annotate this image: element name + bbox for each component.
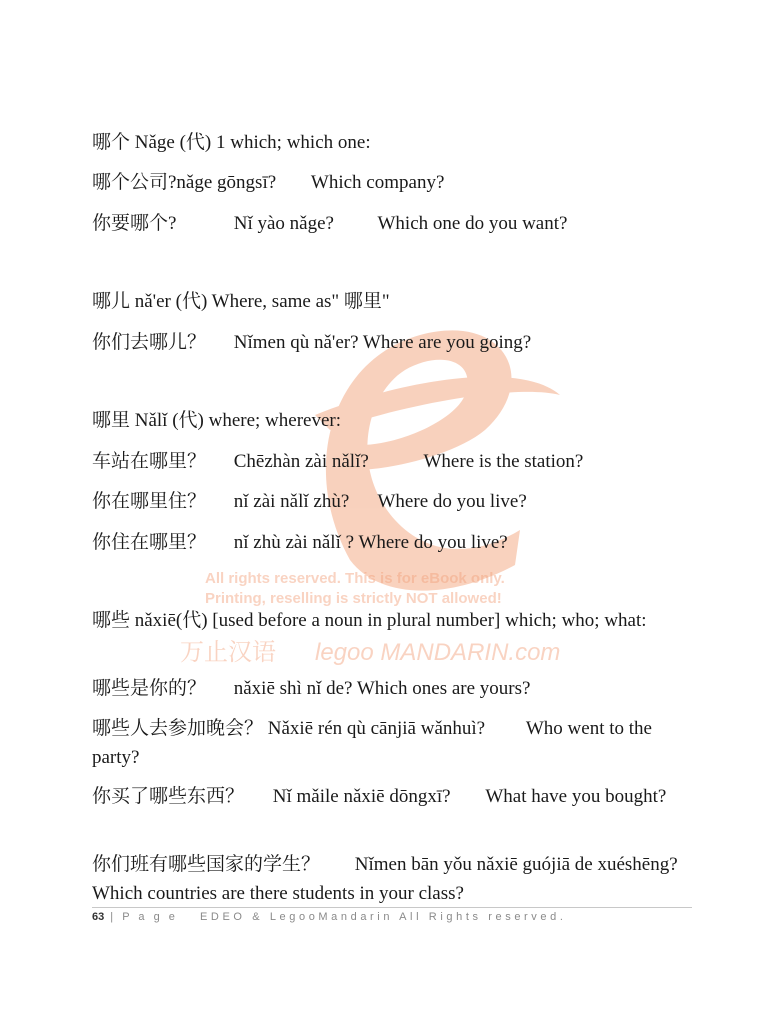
entry-english: Where do you live?	[377, 491, 527, 512]
entry-chinese: 哪个公司?nǎge gōngsī?	[92, 172, 277, 193]
entry-nage-heading	[92, 128, 371, 157]
entry-naxie-heading	[92, 606, 692, 635]
entry-nage-example-2	[92, 209, 567, 238]
entry-nali-heading	[92, 406, 341, 435]
entry-chinese-pinyin: 哪些人去参加晚会？ Nǎxiē rén qù cānjiā wǎnhuì?	[92, 718, 486, 739]
entry-english: Which company?	[310, 172, 445, 193]
entry-text: 哪儿 nǎ'er (代) Where, same as" 哪里"	[92, 291, 390, 312]
page-label: | P a g e	[104, 911, 178, 923]
watermark-line-2: Printing, reselling is strictly NOT allowed!	[205, 590, 502, 607]
entry-pinyin: nǐ zài nǎlǐ zhù?	[233, 491, 350, 512]
entry-pinyin: Nǐ yào nǎge?	[233, 213, 334, 234]
entry-nali-example-3	[92, 528, 508, 557]
entry-chinese: 你要哪个?	[92, 213, 177, 234]
watermark-brand-cn: 万止汉语	[180, 639, 276, 666]
footer-page-info	[92, 911, 178, 923]
entry-naxie-example-1	[92, 674, 530, 703]
entry-english: Where is the station?	[423, 451, 584, 472]
entry-chinese: 你们去哪儿？	[92, 332, 207, 353]
entry-pinyin-english: Nǐmen bān yǒu nǎxiē guójiā de xuéshēng? Which countries are there students in your class?	[92, 854, 678, 904]
entry-english: What have you bought?	[485, 786, 667, 807]
entry-pinyin-english: nǎxiē shì nǐ de? Which ones are yours?	[233, 678, 531, 699]
entry-chinese: 你买了哪些东西？	[92, 786, 245, 807]
entry-chinese: 你住在哪里？	[92, 532, 207, 553]
entry-naxie-example-3	[92, 782, 692, 811]
entry-pinyin: Chēzhàn zài nǎlǐ?	[233, 451, 369, 472]
entry-nali-example-2	[92, 487, 527, 516]
entry-english: Who went to the party?	[92, 718, 652, 768]
entry-chinese: 你们班有哪些国家的学生？	[92, 854, 321, 875]
entry-pinyin-english: nǐ zhù zài nǎlǐ ? Where do you live?	[233, 532, 508, 553]
entry-pinyin: Nǐ mǎile nǎxiē dōngxī?	[272, 786, 451, 807]
entry-naer-heading	[92, 287, 390, 316]
entry-nali-example-1	[92, 447, 583, 476]
entry-nage-example-1	[92, 168, 444, 197]
entry-naxie-example-4	[92, 850, 692, 908]
entry-chinese: 车站在哪里？	[92, 451, 207, 472]
page-number: 63	[92, 911, 105, 923]
entry-text: 哪个 Nǎge (代) 1 which; which one:	[92, 132, 371, 153]
entry-naer-example-1	[92, 328, 531, 357]
entry-text: 哪里 Nǎlǐ (代) where; wherever:	[92, 410, 342, 431]
footer-copyright: EDEO & LegooMandarin All Rights reserved.	[200, 911, 567, 923]
entry-chinese: 你在哪里住？	[92, 491, 207, 512]
entry-text: 哪些 nǎxiē(代) [used before a noun in plural number] which; who; what:	[92, 610, 647, 631]
page-footer	[92, 907, 692, 930]
entry-pinyin-english: Nǐmen qù nǎ'er? Where are you going?	[233, 332, 532, 353]
entry-chinese: 哪些是你的？	[92, 678, 207, 699]
watermark-line-1: All rights reserved. This is for eBook only.	[205, 570, 505, 587]
entry-naxie-example-2	[92, 714, 692, 772]
watermark-brand-en: legoo MANDARIN.com	[315, 639, 561, 666]
watermark-swoosh	[315, 377, 560, 430]
entry-english: Which one do you want?	[377, 213, 568, 234]
